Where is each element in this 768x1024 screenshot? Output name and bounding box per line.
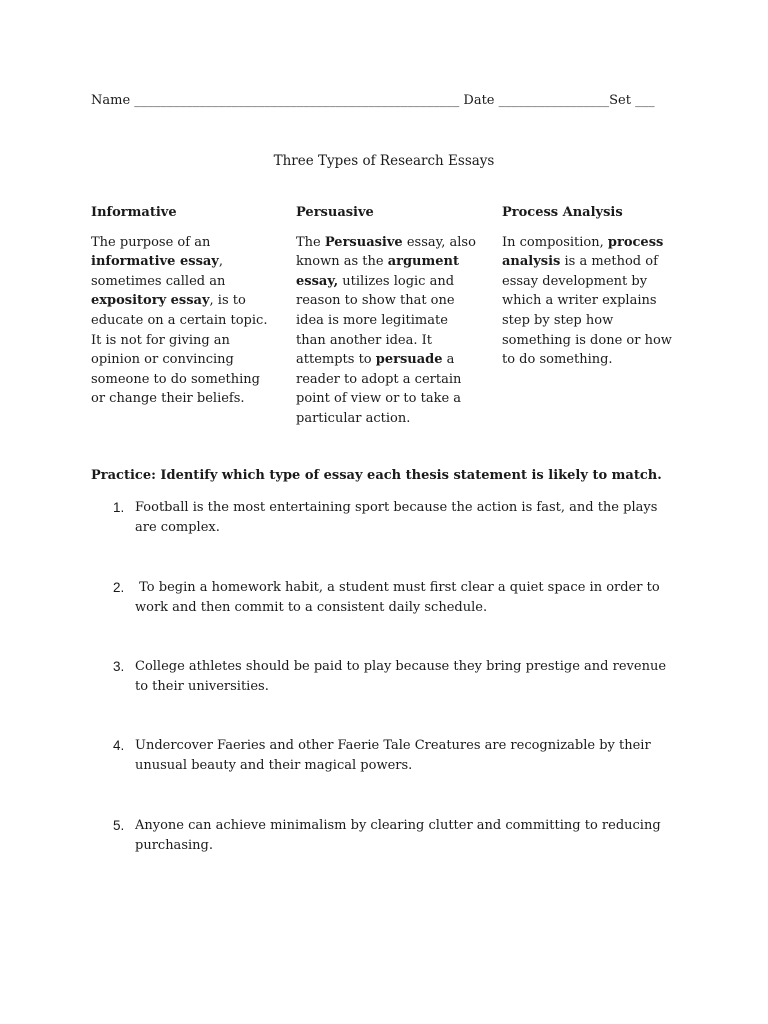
bold-term: persuade (375, 352, 443, 368)
date-blank: _________________ (498, 93, 610, 108)
body-text: , sometimes called an (91, 254, 226, 289)
practice-heading: Practice: Identify which type of essay each thesis statement is likely to match. (91, 468, 662, 483)
bold-term: argument essay, (296, 254, 459, 289)
body-text: is a method of essay development by which a writer explains step by step how something is done or how to do something. (502, 254, 672, 368)
column-body (502, 233, 682, 370)
item-text: To begin a homework habit, a student must first clear a quiet space in order to work and then commit to a consistent daily schedule. (135, 580, 664, 615)
header-line (91, 93, 681, 108)
bold-term: Persuasive (324, 234, 403, 250)
item-text: Football is the most entertaining sport because the action is fast, and the plays are complex. (135, 500, 658, 535)
column-informative (91, 203, 271, 409)
body-text: The purpose of an (91, 234, 211, 250)
item-number: 5. (113, 818, 125, 833)
bold-term: informative essay (91, 254, 219, 270)
body-text: The (296, 234, 325, 250)
item-text: Anyone can achieve minimalism by clearing clutter and committing to reducing purchasing. (135, 818, 661, 853)
body-text: essay, also known as the (296, 234, 476, 270)
body-text: In composition, (502, 234, 608, 250)
set-label: Set (609, 93, 636, 108)
item-number: 2. (113, 580, 125, 595)
name-label: Name (91, 93, 135, 108)
set-blank: ___ (635, 93, 655, 108)
column-body (91, 233, 271, 409)
item-text: College athletes should be paid to play because they bring prestige and revenue to their universities. (135, 659, 667, 694)
column-process-analysis (502, 203, 682, 370)
column-persuasive (296, 203, 476, 429)
date-label: Date (459, 93, 499, 108)
column-heading: Persuasive (296, 205, 374, 220)
bold-term: process analysis (502, 234, 664, 270)
body-text: a reader to adopt a certain point of view or to take a particular action. (296, 352, 462, 426)
body-text: utilizes logic and reason to show that one idea is more legitimate than another idea. It attempts to (296, 273, 455, 368)
column-body (296, 233, 476, 429)
item-text: Undercover Faeries and other Faerie Tale Creatures are recognizable by their unusual beauty and their magical powers. (135, 738, 651, 773)
bold-term: expository essay (91, 293, 210, 309)
item-number: 1. (113, 500, 125, 515)
column-heading: Informative (91, 205, 177, 220)
page-title: Three Types of Research Essays (273, 153, 495, 169)
item-number: 4. (113, 738, 125, 753)
name-blank: __________________________________________________ (134, 93, 460, 108)
body-text: , is to educate on a certain topic. It is not for giving an opinion or convincing someone to do something or change their beliefs. (91, 293, 268, 407)
item-number: 3. (113, 659, 125, 674)
column-heading: Process Analysis (502, 205, 623, 220)
